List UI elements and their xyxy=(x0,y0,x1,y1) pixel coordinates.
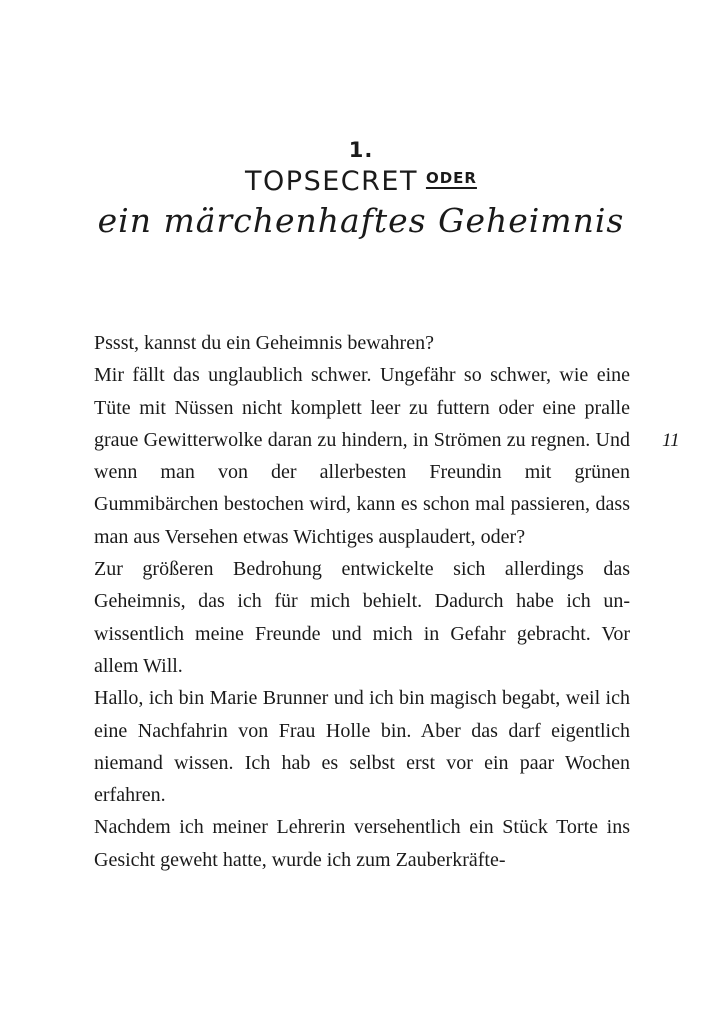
chapter-number: 1. xyxy=(348,138,374,162)
paragraph: Mir fällt das unglaublich schwer. Ungefähr so schwer, wie eine Tüte mit Nüssen nicht komplett leer zu futtern oder eine pralle graue Gewitterwolke daran zu hindern, in Strömen zu regnen. Und wenn man von der allerbesten Freundin mit grünen Gummibärchen bestochen wird, kann es schon mal passieren, dass man aus Versehen etwas Wichtiges ausplaudert, oder? xyxy=(94,364,630,548)
paragraph: Hallo, ich bin Marie Brunner und ich bin magisch begabt, weil ich eine Nachfahrin von Frau Holle bin. Aber das darf eigentlich niemand wissen. Ich hab es selbst erst vor ein paar Wochen erfahren. xyxy=(94,687,630,807)
paragraph: Pssst, kannst du ein Geheimnis bewahren? xyxy=(94,332,434,354)
chapter-title-topsecret: TOPSECRET xyxy=(245,166,418,197)
body-text xyxy=(94,327,630,876)
chapter-title-connector: ODER xyxy=(425,169,477,187)
paragraph: Zur größeren Bedrohung entwickelte sich allerdings das Geheimnis, das ich für mich behielt. Dadurch habe ich unwissentlich meine Freunde und mich in Gefahr gebracht. Vor allem Will. xyxy=(94,558,630,677)
paragraph: Nachdem ich meiner Lehrerin versehentlich ein Stück Torte ins Gesicht geweht hatte, wurde ich zum Zauberkräfte- xyxy=(94,816,630,871)
chapter-title-subtitle: ein märchenhaftes Geheimnis xyxy=(97,201,625,240)
chapter-title-line1 xyxy=(0,166,722,197)
page-number: 11 xyxy=(662,430,680,451)
